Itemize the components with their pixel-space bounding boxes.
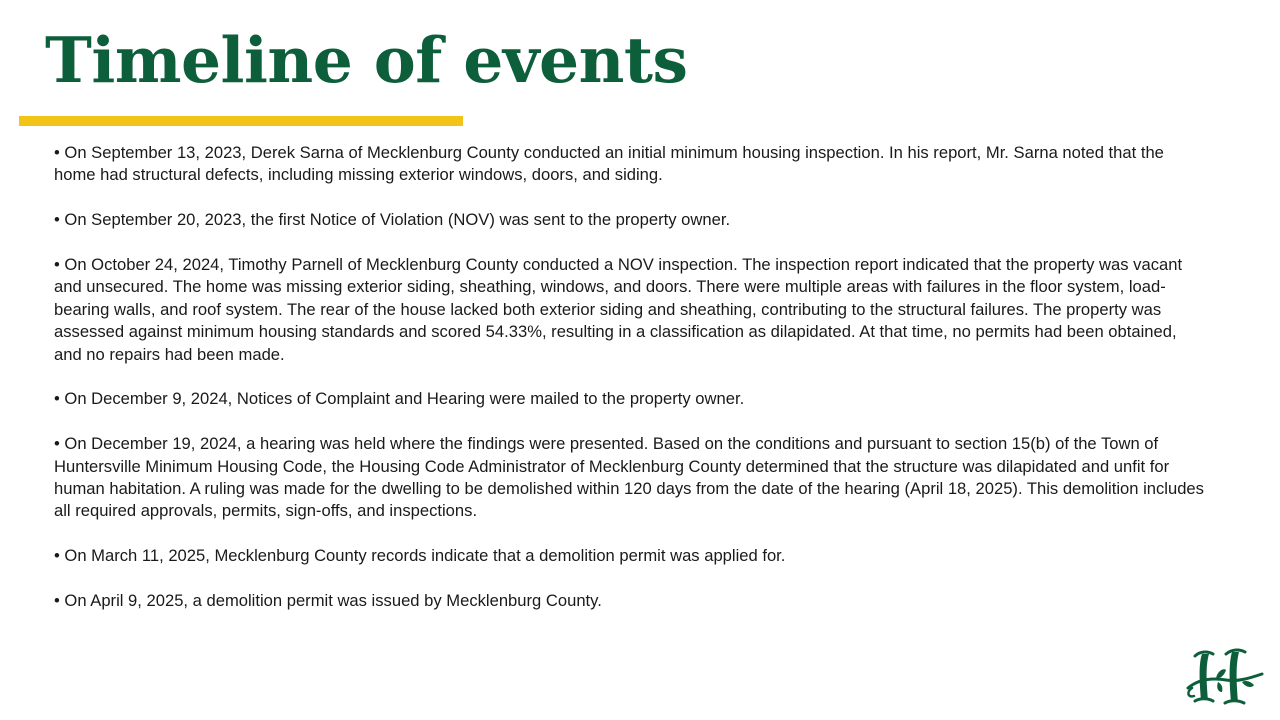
timeline-bullet: • On September 13, 2023, Derek Sarna of Mecklenburg County conducted an initial minimum housing inspection. In his report, Mr. Sarna noted that the home had structural defects, including missing exterior windows, doors, and siding. bbox=[54, 142, 1204, 187]
slide-title: Timeline of events bbox=[45, 23, 688, 97]
huntersville-h-logo-icon bbox=[1182, 648, 1266, 708]
timeline-bullet: • On October 24, 2024, Timothy Parnell of Mecklenburg County conducted a NOV inspection. The inspection report indicated that the property was vacant and unsecured. The home was missing exterior siding, sheathing, windows, and doors. There were multiple areas with failures in the floor system, load-bearing walls, and roof system. The rear of the house lacked both exterior siding and sheathing, contributing to the structural failures. The property was assessed against minimum housing standards and scored 54.33%, resulting in a classification as dilapidated. At that time, no permits had been obtained, and no repairs had been made. bbox=[54, 254, 1204, 366]
timeline-bullet: • On December 19, 2024, a hearing was held where the findings were presented. Based on the conditions and pursuant to section 15(b) of the Town of Huntersville Minimum Housing Code, the Housing Code Administrator of Mecklenburg County determined that the structure was dilapidated and unfit for human habitation. A ruling was made for the dwelling to be demolished within 120 days from the date of the hearing (April 18, 2025). This demolition includes all required approvals, permits, sign-offs, and inspections. bbox=[54, 433, 1204, 523]
timeline-bullet: • On September 20, 2023, the first Notice of Violation (NOV) was sent to the property owner. bbox=[54, 209, 1204, 231]
timeline-bullet: • On December 9, 2024, Notices of Complaint and Hearing were mailed to the property owner. bbox=[54, 388, 1204, 410]
timeline-bullet-list bbox=[54, 142, 1204, 635]
timeline-bullet: • On March 11, 2025, Mecklenburg County records indicate that a demolition permit was applied for. bbox=[54, 545, 1204, 567]
timeline-bullet: • On April 9, 2025, a demolition permit was issued by Mecklenburg County. bbox=[54, 590, 1204, 612]
title-accent-bar bbox=[19, 116, 463, 126]
